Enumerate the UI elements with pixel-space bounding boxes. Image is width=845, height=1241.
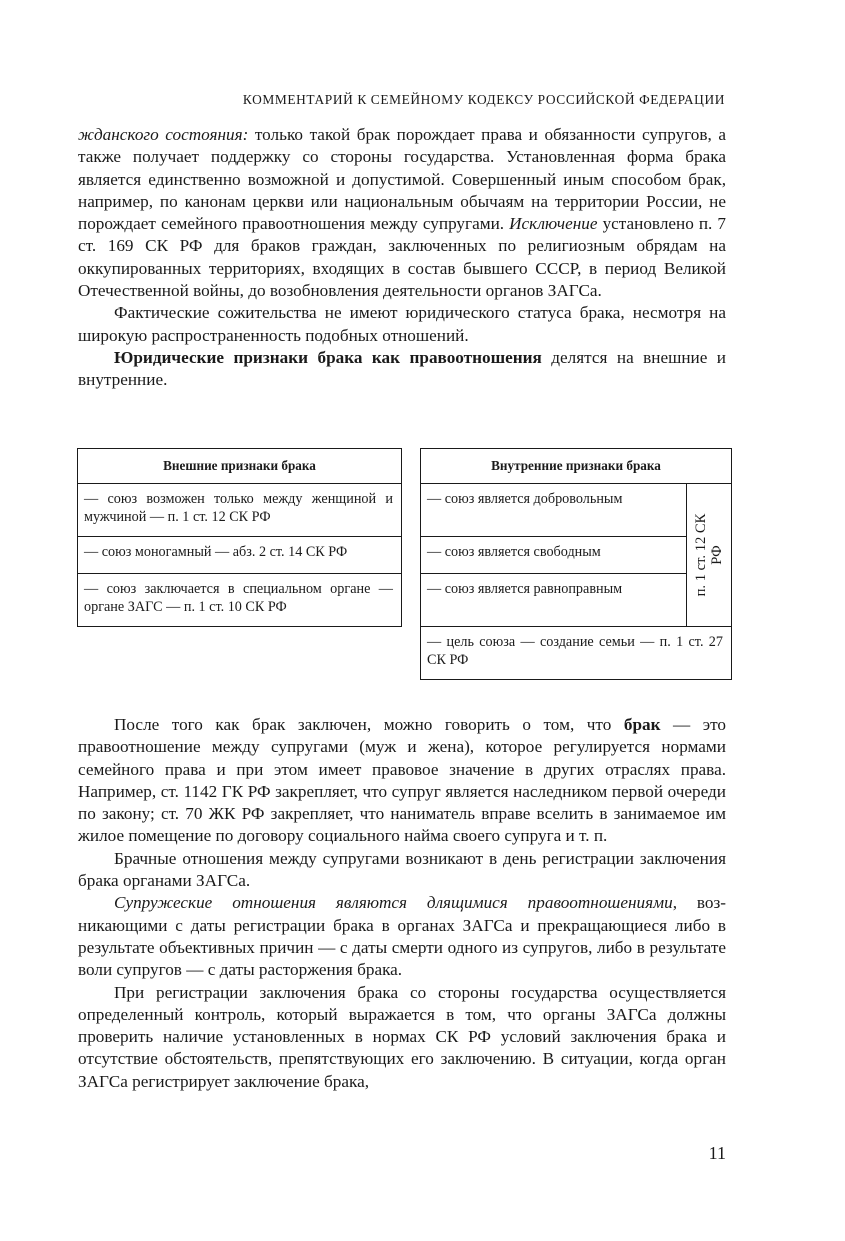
paragraph-5: Брачные отношения между супругами возникают в день регистрации заключения брака органами ЗАГСа. [78, 848, 726, 891]
paragraph-1-text-a: только такой брак порождает права и обязанности супругов, а также получает поддержку со стороны государства. Установленная форма брака является единственно возможной и допустимой. Совершенный иным способом брак, например, по канонам церкви или национальным обычаям на территории России, не порождает семейного правоотношения между супругами. [78, 125, 726, 234]
table-external-signs [77, 448, 402, 627]
table-left-header: Внешние признаки брака [78, 449, 402, 484]
running-header: КОММЕНТАРИЙ К СЕМЕЙНОМУ КОДЕКСУ РОССИЙСКОЙ ФЕДЕРАЦИИ [242, 92, 725, 107]
table-row: — союз является свободным [421, 537, 687, 574]
bold-term: Юридические признаки брака как правоотношения [114, 347, 542, 367]
paragraph-3 [78, 347, 726, 392]
italic-exception: Исключение [509, 214, 598, 234]
table-row: — союз является равноправным [421, 574, 687, 627]
table-row: — цель союза — создание семьи — п. 1 ст. 27 СК РФ [421, 627, 732, 680]
paragraph-2: Фактические сожительства не имеют юридического статуса брака, несмотря на широкую распространенность подобных отношений. [78, 303, 726, 345]
paragraph-6: Супружеские отношения являются длящимися правоотношениями, возникающими с даты регистрации брака в органах ЗАГСа и прекращающиеся либо в результате объективных причин — с даты смерти одного из супругов, либо в результате воли супругов — с даты расторжения брака. [78, 893, 726, 980]
table-internal-signs [420, 448, 732, 680]
text-block-bottom [78, 714, 726, 1093]
page-number: 11 [708, 1143, 726, 1163]
side-reference-cell [687, 484, 732, 627]
paragraph-4: После того как брак заключен, можно говорить о том, что брак — это правоотношение между супругами (муж и жена), которое регулируется нормами семейного права и при этом имеет правовое значение в других отраслях права. Например, ст. 1142 ГК РФ закрепляет, что супруг является наследником первой очереди по закону; ст. 70 ЖК РФ закрепляет, что наниматель вправе вселить в занимаемое им жилое помещение по договору социального найма своего супруга и т. п. [78, 715, 726, 846]
table-row: — союз моногамный — абз. 2 ст. 14 СК РФ [78, 537, 402, 574]
bold-term-brak: брак [623, 715, 661, 734]
table-row: — союз возможен только между женщиной и мужчиной — п. 1 ст. 12 СК РФ [78, 484, 402, 537]
paragraph-3-text: делятся на внешние и внутренние. [78, 347, 726, 390]
paragraph-1-text-b: установлено п. 7 ст. 169 СК РФ для браков граждан, заключенных по религиозным обрядам на оккупированных территориях, входящих в состав бывшего СССР, в период Великой Отечественной войны, до возобновления деятельности органов ЗАГСа. [78, 214, 726, 301]
paragraph-1 [78, 124, 726, 302]
table-right-header: Внутренние признаки брака [421, 449, 732, 484]
side-reference: п. 1 ст. 12 СК РФ [693, 513, 725, 597]
table-row: — союз является добровольным [421, 484, 687, 537]
paragraph-7: При регистрации заключения брака со стороны государства осуществляется определенный контроль, который выражается в том, что органы ЗАГСа должны проверить наличие установленных в нормах СК РФ условий заключения брака и отсутствие обстоятельств, препятствующих его заключению. В ситуации, когда орган ЗАГСа регистрирует заключение брака, [78, 982, 726, 1091]
italic-continuation: жданского состояния: [78, 125, 249, 144]
text-block-top [78, 124, 726, 392]
table-row: — союз заключается в специальном органе — органе ЗАГС — п. 1 ст. 10 СК РФ [78, 574, 402, 627]
italic-term: Супружеские отношения являются длящимися правоотношениями [114, 893, 673, 913]
